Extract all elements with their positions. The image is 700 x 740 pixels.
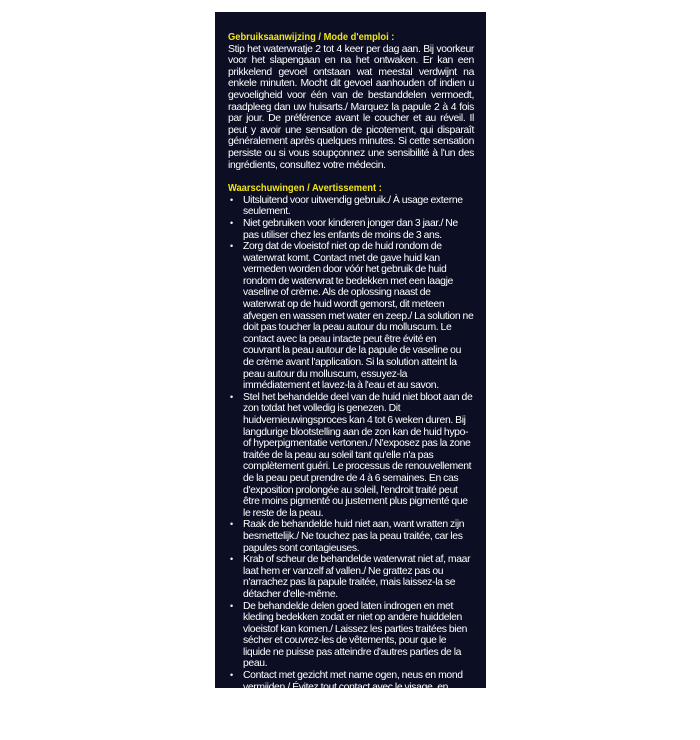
warning-text: Contact met gezicht met name ogen, neus en mond vermijden./ Évitez tout contact avec le visage, en particulier les yeux, le nez et la bouche. [243, 670, 463, 705]
warning-text: Stel het behandelde deel van de huid niet bloot aan de zon totdat het volledig is genezen. Dit huidvernieuwingsproces kan 4 tot 6 weken duren. Bij langdurige blootstelling aan de zon kan de huid hypo- of hyperpigmentatie vertonen./ N'exposez pas la zone traitée de la peau au soleil tant qu'elle n'a pas complètement guéri. Le processus de renouvellement de la peau peut prendre de 4 à 6 semaines. En cas d'exposition prolongée au soleil, l'endroit traité peut être moins pigmenté ou justement plus pigmenté que le reste de la peau. [243, 391, 473, 519]
warning-text: Zorg dat de vloeistof niet op de huid rondom de waterwrat komt. Contact met de gave huid kan vermeden worden door vóór het gebruik de huid rondom de waterwrat te bedekken met een laagje vaseline of crème. Als de oplossing naast de waterwrat op de huid wordt gemorst, dit meteen afvegen en wassen met water en zeep./ La solution ne doit pas toucher la peau autour du molluscum. Le contact avec la peau intacte peut être évité en couvrant la peau autour de la papule de vaseline ou de crème avant l'application. Si la solution atteint la peau autour du molluscum, essuyez-la immédiatement et lavez-la à l'eau et au savon. [243, 241, 474, 392]
bullet-icon: • [230, 241, 233, 252]
warnings-list [228, 195, 474, 740]
warning-text: Raak de behandelde huid niet aan, want wratten zijn besmettelijk./ Ne touchez pas la peau traitée, car les papules sont contagieuses. [243, 519, 465, 554]
warning-item [228, 705, 474, 740]
bullet-icon: • [230, 391, 233, 402]
warning-item [228, 601, 474, 671]
warning-text: Houd het behandelde gebied schoon om infectie te voorkomen./ Maintenez la zone traitée propre pour éviter une infection. [243, 704, 459, 740]
warning-text: Krab of scheur de behandelde waterwrat niet af, maar laat hem er vanzelf af vallen./ Ne grattez pas ou n'arrachez pas la papule traitée, mais laissez-la se détacher d'elle-même. [243, 554, 471, 600]
warnings-heading: Waarschuwingen / Avertissement : [228, 183, 382, 195]
warning-text: De behandelde delen goed laten indrogen en met kleding bedekken zodat er niet op andere huiddelen vloeistof kan komen./ Laissez les parties traitées bien sécher et couvrez-les de vêtements, pour que le liquide ne puisse pas atteindre d'autres parties de la peau. [243, 600, 468, 670]
warning-item [228, 195, 474, 218]
warning-item [228, 519, 474, 554]
warnings-section [228, 183, 474, 740]
warning-item [228, 218, 474, 241]
bullet-icon: • [230, 194, 233, 205]
bullet-icon: • [230, 519, 233, 530]
bullet-icon: • [230, 704, 233, 715]
bullet-icon: • [230, 670, 233, 681]
bullet-icon: • [230, 554, 233, 565]
bullet-icon: • [230, 217, 233, 228]
warning-text: Uitsluitend voor uitwendig gebruik./ À usage externe seulement. [243, 194, 463, 218]
instructions-heading: Gebruiksaanwijzing / Mode d'emploi : [228, 32, 395, 43]
warning-item [228, 392, 474, 520]
leaflet-panel [215, 12, 486, 740]
warning-item [228, 554, 474, 600]
instructions-body: Stip het waterwratje 2 tot 4 keer per dag aan. Bij voorkeur voor het slapengaan en na het ontwaken. Er kan een prikkelend gevoel ontstaan wat meestal verdwijnt na enkele minuten. Mocht dit gevoel aanhouden of indien u gevoeligheid voor één van de bestanddelen vermoedt, raadpleeg dan uw huisarts./ Marquez la papule 2 à 4 fois par jour. De préférence avant le coucher et au réveil. Il peut y avoir une sensation de picotement, qui disparaît généralement après quelques minutes. Si cette sensation persiste ou si vous soupçonnez une sensibilité à l'un des ingrédients, consultez votre médecin. [228, 43, 474, 171]
bullet-icon: • [230, 600, 233, 611]
warning-item [228, 241, 474, 392]
warning-text: Niet gebruiken voor kinderen jonger dan 3 jaar./ Ne pas utiliser chez les enfants de moins de 3 ans. [243, 217, 458, 241]
